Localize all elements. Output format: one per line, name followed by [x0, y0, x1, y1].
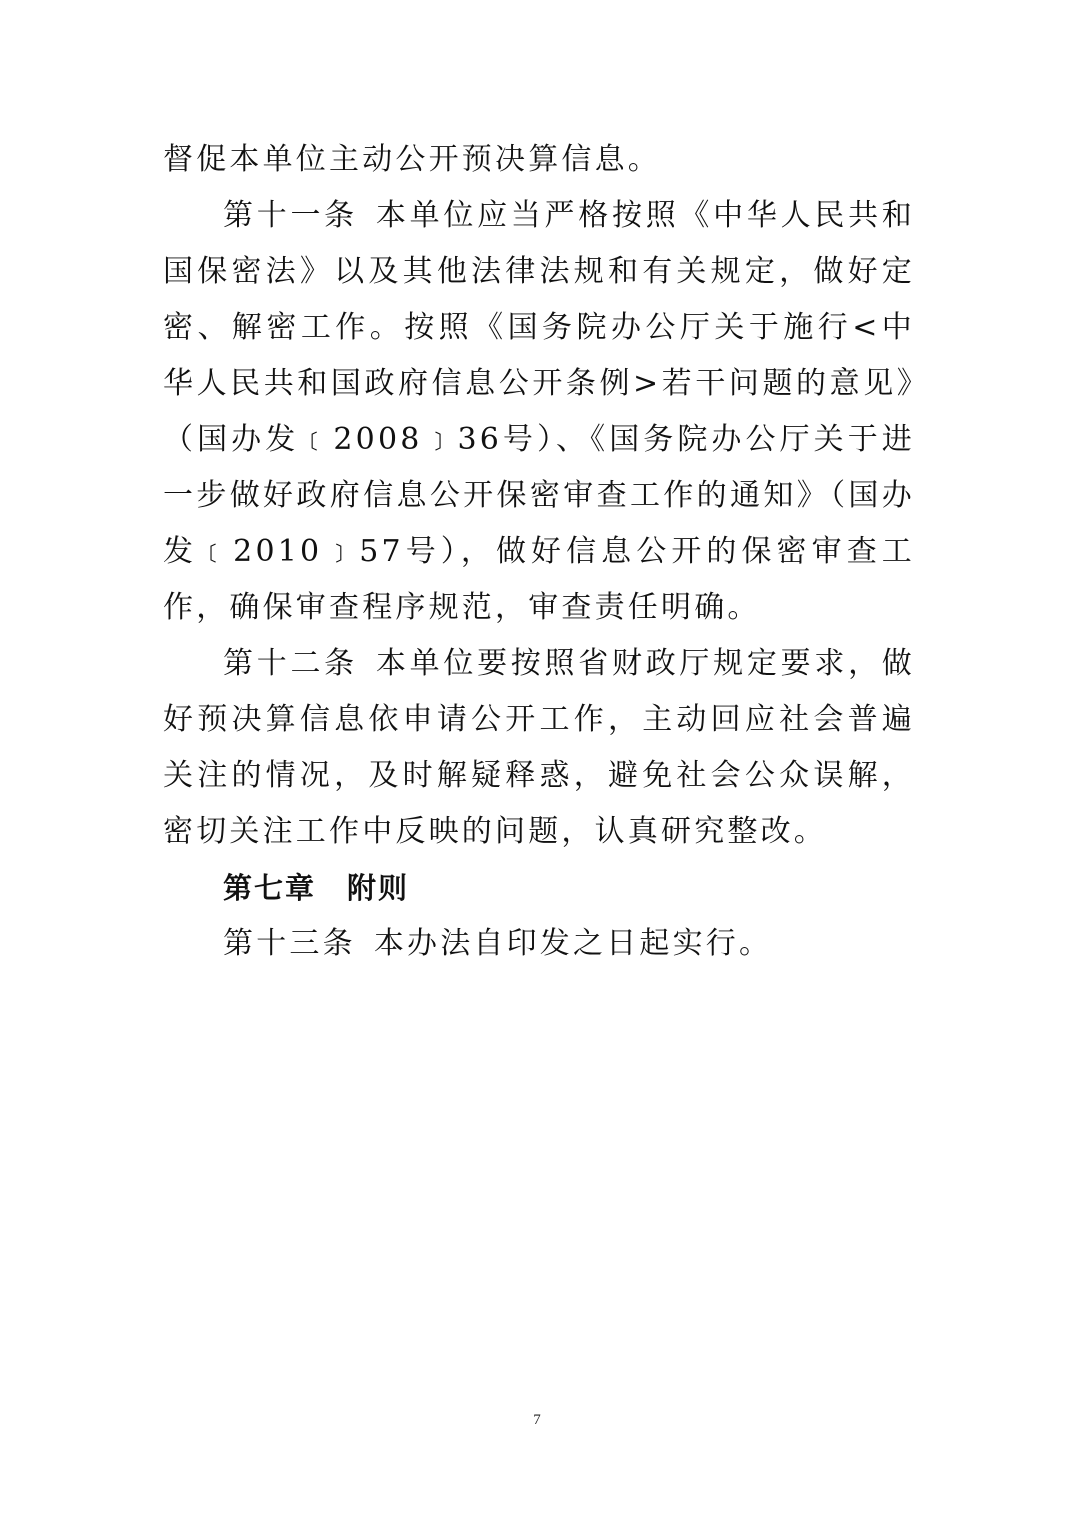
- page-number: 7: [533, 1412, 541, 1428]
- chapter-heading: 第七章 附则: [223, 871, 410, 905]
- article-11: [163, 188, 915, 636]
- article-11-number: 第十一条: [223, 198, 358, 233]
- article-13: [163, 916, 915, 972]
- paragraph-continuation: 督促本单位主动公开预决算信息。: [163, 142, 661, 177]
- document-body: [163, 132, 915, 972]
- article-12: [163, 636, 915, 860]
- article-11-text: 本单位应当严格按照《中华人民共和国保密法》以及其他法律法规和有关规定，做好定密、解密工作。按照《国务院办公厅关于施行<中华人民共和国政府信息公开条例>若干问题的意见》（国办发﹝2008﹞36号）、《国务院办公厅关于进一步做好政府信息公开保密审查工作的通知》（国办发﹝2010﹞57号），做好信息公开的保密审查工作，确保审查程序规范，审查责任明确。: [163, 198, 915, 625]
- article-13-number: 第十三条: [223, 926, 356, 961]
- article-12-number: 第十二条: [223, 646, 358, 681]
- article-13-text: 本办法自印发之日起实行。: [373, 926, 773, 961]
- article-12-text: 本单位要按照省财政厅规定要求，做好预决算信息依申请公开工作，主动回应社会普遍关注的情况，及时解疑释惑，避免社会公众误解，密切关注工作中反映的问题，认真研究整改。: [163, 646, 915, 849]
